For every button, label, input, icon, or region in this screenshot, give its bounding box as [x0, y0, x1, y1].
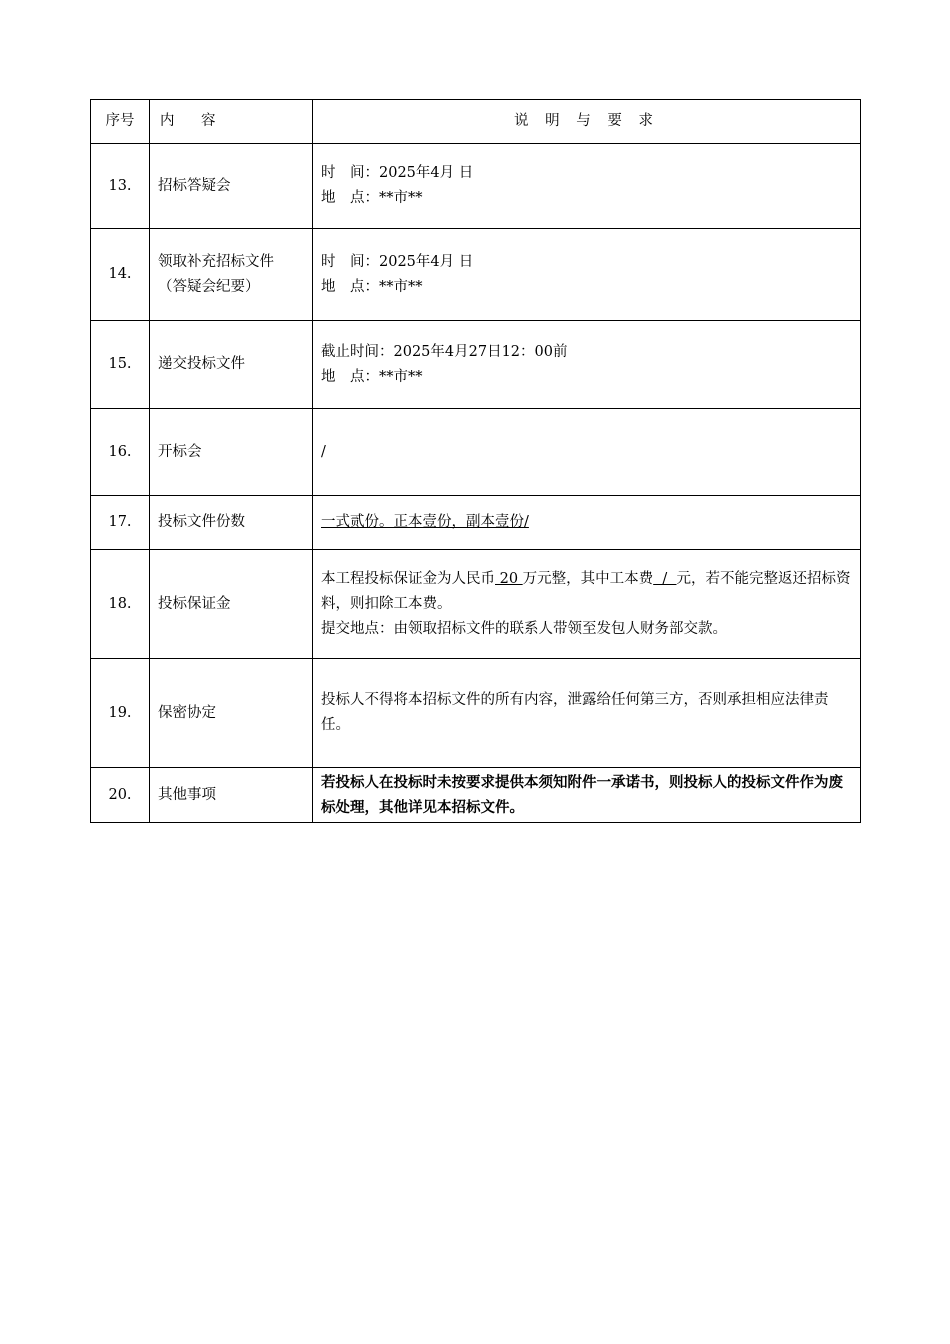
row-desc	[313, 659, 861, 768]
row-item: 其他事项	[150, 768, 313, 823]
place-label: 地 点：	[321, 190, 379, 206]
place-value: **市**	[379, 190, 423, 206]
copies-text: 一式贰份。正本壹份，副本壹份/	[321, 514, 529, 530]
place-label: 地 点：	[321, 368, 379, 385]
deposit-amount: 20	[495, 570, 523, 587]
table-row	[91, 321, 861, 409]
row-desc	[313, 229, 861, 321]
place-value: **市**	[379, 368, 423, 385]
header-desc: 说 明 与 要 求	[313, 100, 861, 144]
place-label: 地 点：	[321, 278, 379, 295]
confidentiality-text: 投标人不得将本招标文件的所有内容，泄露给任何第三方，否则承担相应法律责任。	[321, 692, 829, 733]
row-no: 13.	[91, 144, 150, 229]
header-item: 内 容	[150, 100, 313, 144]
deposit-text-1: 本工程投标保证金为人民币	[321, 570, 495, 587]
time-value: 2025年4月 日	[379, 165, 474, 181]
row-no: 19.	[91, 659, 150, 768]
row-item: 保密协定	[150, 659, 313, 768]
table-row	[91, 144, 861, 229]
fee-amount: /	[653, 570, 677, 587]
row-desc	[313, 768, 861, 823]
table-row	[91, 659, 861, 768]
row-desc	[313, 496, 861, 550]
header-no: 序号	[91, 100, 150, 144]
row-item	[150, 229, 313, 321]
table-row	[91, 409, 861, 496]
row-no: 17.	[91, 496, 150, 550]
time-label: 时 间：	[321, 165, 379, 181]
deadline-label: 截止时间：	[321, 343, 394, 360]
deposit-text-3: 元，若不能完整返还招标资料，则扣除工本费。	[321, 570, 851, 612]
deposit-text-2: 万元整，其中工本费	[522, 570, 654, 587]
row-desc: /	[313, 409, 861, 496]
row-no: 20.	[91, 768, 150, 823]
deposit-location: 提交地点：由领取招标文件的联系人带领至发包人财务部交款。	[321, 620, 727, 637]
table-row	[91, 550, 861, 659]
place-value: **市**	[379, 278, 423, 295]
table-header-row	[91, 100, 861, 144]
table-row	[91, 768, 861, 823]
row-item: 招标答疑会	[150, 144, 313, 229]
time-value: 2025年4月 日	[379, 253, 474, 270]
row-no: 15.	[91, 321, 150, 409]
row-item-line: 领取补充招标文件	[158, 253, 274, 270]
row-desc	[313, 321, 861, 409]
deadline-value: 2025年4月27日12：00前	[393, 343, 568, 360]
other-matters-text: 若投标人在投标时未按要求提供本须知附件一承诺书，则投标人的投标文件作为废标处理，其他详见本招标文件。	[321, 774, 843, 816]
row-item: 投标文件份数	[150, 496, 313, 550]
row-no: 14.	[91, 229, 150, 321]
row-no: 16.	[91, 409, 150, 496]
requirements-table	[90, 99, 861, 823]
table-row	[91, 229, 861, 321]
row-item: 开标会	[150, 409, 313, 496]
time-label: 时 间：	[321, 253, 379, 270]
row-no: 18.	[91, 550, 150, 659]
row-item: 投标保证金	[150, 550, 313, 659]
row-item: 递交投标文件	[150, 321, 313, 409]
table-row	[91, 496, 861, 550]
row-item-line: （答疑会纪要）	[158, 278, 260, 295]
row-desc	[313, 144, 861, 229]
row-desc	[313, 550, 861, 659]
